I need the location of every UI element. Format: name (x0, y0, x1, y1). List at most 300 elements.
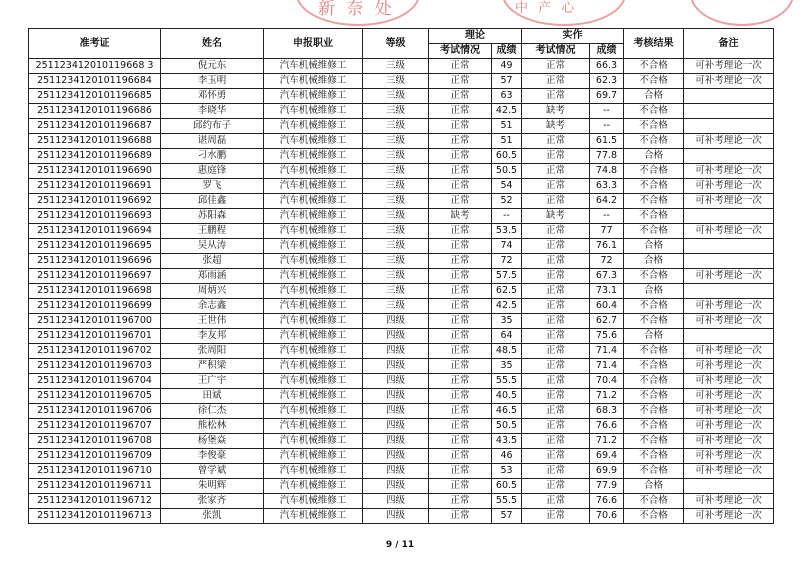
cell-theory-score: 72 (492, 254, 522, 269)
cell-level: 四级 (363, 494, 429, 509)
cell-level: 三级 (363, 269, 429, 284)
cell-name: 倪元东 (161, 59, 264, 74)
cell-level: 四级 (363, 464, 429, 479)
cell-level: 四级 (363, 434, 429, 449)
cell-name: 杨堡焱 (161, 434, 264, 449)
cell-exam-id: 2511234120101196698 (29, 284, 161, 299)
stamp-fragments (0, 0, 800, 28)
cell-practice-status: 正常 (522, 464, 590, 479)
cell-practice-status: 正常 (522, 389, 590, 404)
cell-practice-score: 72 (590, 254, 624, 269)
cell-practice-score: -- (590, 209, 624, 224)
cell-result: 不合格 (624, 359, 684, 374)
cell-remark: 可补考理论一次 (684, 224, 774, 239)
cell-job: 汽车机械维修工 (264, 389, 363, 404)
cell-job: 汽车机械维修工 (264, 509, 363, 524)
cell-name: 李俊豪 (161, 449, 264, 464)
table-row (29, 434, 774, 449)
table-row (29, 494, 774, 509)
cell-job: 汽车机械维修工 (264, 269, 363, 284)
cell-name: 熊松林 (161, 419, 264, 434)
cell-remark (684, 239, 774, 254)
header-job: 申报职业 (264, 29, 363, 59)
cell-job: 汽车机械维修工 (264, 284, 363, 299)
cell-remark: 可补考理论一次 (684, 74, 774, 89)
table-row (29, 284, 774, 299)
cell-result: 合格 (624, 149, 684, 164)
cell-remark (684, 119, 774, 134)
cell-result: 合格 (624, 89, 684, 104)
cell-exam-id: 2511234120101196688 (29, 134, 161, 149)
cell-theory-score: 42.5 (492, 104, 522, 119)
cell-exam-id: 2511234120101196706 (29, 404, 161, 419)
cell-theory-status: 正常 (429, 479, 492, 494)
cell-job: 汽车机械维修工 (264, 194, 363, 209)
cell-job: 汽车机械维修工 (264, 359, 363, 374)
cell-theory-score: 46.5 (492, 404, 522, 419)
cell-theory-status: 正常 (429, 104, 492, 119)
cell-level: 四级 (363, 479, 429, 494)
cell-name: 郑雨涵 (161, 269, 264, 284)
cell-practice-score: 62.7 (590, 314, 624, 329)
cell-remark (684, 89, 774, 104)
table-row (29, 404, 774, 419)
cell-remark: 可补考理论一次 (684, 374, 774, 389)
table-header (29, 29, 774, 59)
cell-practice-score: 77.9 (590, 479, 624, 494)
cell-remark: 可补考理论一次 (684, 359, 774, 374)
header-practice-status: 考试情况 (522, 44, 590, 59)
cell-practice-score: 76.1 (590, 239, 624, 254)
header-name: 姓名 (161, 29, 264, 59)
cell-name: 余志鑫 (161, 299, 264, 314)
cell-remark: 可补考理论一次 (684, 179, 774, 194)
cell-exam-id: 2511234120101196703 (29, 359, 161, 374)
cell-remark: 可补考理论一次 (684, 389, 774, 404)
cell-exam-id: 2511234120101196701 (29, 329, 161, 344)
table-row (29, 464, 774, 479)
cell-theory-status: 正常 (429, 149, 492, 164)
cell-practice-score: 64.2 (590, 194, 624, 209)
cell-theory-score: 51 (492, 119, 522, 134)
cell-theory-status: 正常 (429, 89, 492, 104)
cell-theory-score: 57 (492, 509, 522, 524)
cell-result: 不合格 (624, 59, 684, 74)
cell-exam-id: 2511234120101196687 (29, 119, 161, 134)
cell-theory-status: 正常 (429, 449, 492, 464)
cell-theory-status: 正常 (429, 194, 492, 209)
cell-theory-status: 正常 (429, 389, 492, 404)
cell-theory-score: 35 (492, 359, 522, 374)
cell-result: 不合格 (624, 179, 684, 194)
cell-name: 邱佳鑫 (161, 194, 264, 209)
table-row (29, 299, 774, 314)
cell-job: 汽车机械维修工 (264, 254, 363, 269)
table-row (29, 164, 774, 179)
cell-practice-score: 75.6 (590, 329, 624, 344)
stamp-seal-right (690, 0, 794, 26)
cell-name: 王鹏程 (161, 224, 264, 239)
cell-practice-score: 61.5 (590, 134, 624, 149)
cell-practice-score: 69.9 (590, 464, 624, 479)
cell-result: 不合格 (624, 119, 684, 134)
cell-remark: 可补考理论一次 (684, 59, 774, 74)
table-body (29, 59, 774, 524)
cell-theory-score: 54 (492, 179, 522, 194)
cell-theory-status: 正常 (429, 224, 492, 239)
cell-exam-id: 2511234120101196699 (29, 299, 161, 314)
cell-practice-status: 正常 (522, 269, 590, 284)
cell-theory-score: 50.5 (492, 419, 522, 434)
cell-level: 四级 (363, 374, 429, 389)
header-level: 等级 (363, 29, 429, 59)
cell-name: 李晓华 (161, 104, 264, 119)
cell-practice-status: 正常 (522, 224, 590, 239)
cell-practice-status: 正常 (522, 179, 590, 194)
cell-result: 不合格 (624, 134, 684, 149)
cell-theory-status: 正常 (429, 164, 492, 179)
cell-practice-status: 正常 (522, 509, 590, 524)
cell-exam-id: 2511234120101196694 (29, 224, 161, 239)
cell-level: 四级 (363, 314, 429, 329)
table-row (29, 389, 774, 404)
table-row (29, 74, 774, 89)
cell-practice-status: 正常 (522, 449, 590, 464)
cell-practice-status: 正常 (522, 374, 590, 389)
cell-practice-status: 正常 (522, 434, 590, 449)
cell-exam-id: 2511234120101196709 (29, 449, 161, 464)
cell-remark: 可补考理论一次 (684, 194, 774, 209)
cell-practice-status: 正常 (522, 284, 590, 299)
cell-remark: 可补考理论一次 (684, 464, 774, 479)
cell-practice-score: 70.6 (590, 509, 624, 524)
cell-job: 汽车机械维修工 (264, 89, 363, 104)
cell-level: 三级 (363, 209, 429, 224)
cell-practice-status: 缺考 (522, 209, 590, 224)
cell-job: 汽车机械维修工 (264, 434, 363, 449)
cell-theory-score: 53.5 (492, 224, 522, 239)
cell-level: 三级 (363, 74, 429, 89)
cell-exam-id: 2511234120101196704 (29, 374, 161, 389)
cell-name: 张超 (161, 254, 264, 269)
cell-result: 不合格 (624, 434, 684, 449)
cell-practice-status: 缺考 (522, 104, 590, 119)
cell-theory-score: 53 (492, 464, 522, 479)
cell-exam-id: 2511234120101196707 (29, 419, 161, 434)
cell-level: 四级 (363, 329, 429, 344)
cell-job: 汽车机械维修工 (264, 164, 363, 179)
results-table (28, 28, 774, 524)
cell-level: 三级 (363, 194, 429, 209)
cell-remark: 可补考理论一次 (684, 299, 774, 314)
cell-job: 汽车机械维修工 (264, 314, 363, 329)
stamp-text-middle: 中 产 心 (515, 1, 578, 16)
cell-exam-id: 2511234120101196697 (29, 269, 161, 284)
cell-theory-score: 74 (492, 239, 522, 254)
cell-theory-score: 48.5 (492, 344, 522, 359)
cell-exam-id: 2511234120101196711 (29, 479, 161, 494)
cell-theory-status: 正常 (429, 284, 492, 299)
cell-theory-status: 正常 (429, 269, 492, 284)
header-exam-id: 准考证 (29, 29, 161, 59)
table-row (29, 104, 774, 119)
cell-job: 汽车机械维修工 (264, 74, 363, 89)
cell-result: 合格 (624, 254, 684, 269)
cell-remark: 可补考理论一次 (684, 449, 774, 464)
cell-job: 汽车机械维修工 (264, 149, 363, 164)
cell-theory-score: 62.5 (492, 284, 522, 299)
cell-exam-id: 2511234120101196684 (29, 74, 161, 89)
cell-theory-score: 57 (492, 74, 522, 89)
cell-job: 汽车机械维修工 (264, 494, 363, 509)
cell-exam-id: 2511234120101196695 (29, 239, 161, 254)
cell-job: 汽车机械维修工 (264, 344, 363, 359)
header-practice-score: 成绩 (590, 44, 624, 59)
cell-name: 张周阳 (161, 344, 264, 359)
cell-exam-id: 2511234120101196710 (29, 464, 161, 479)
cell-practice-score: 70.4 (590, 374, 624, 389)
cell-theory-status: 正常 (429, 419, 492, 434)
cell-job: 汽车机械维修工 (264, 299, 363, 314)
cell-name: 严积梁 (161, 359, 264, 374)
cell-theory-score: 60.5 (492, 479, 522, 494)
table-row (29, 134, 774, 149)
cell-exam-id: 2511234120101196708 (29, 434, 161, 449)
cell-exam-id: 2511234120101196690 (29, 164, 161, 179)
cell-name: 徐仁杰 (161, 404, 264, 419)
cell-theory-score: 55.5 (492, 494, 522, 509)
cell-theory-status: 正常 (429, 179, 492, 194)
header-theory-status: 考试情况 (429, 44, 492, 59)
cell-theory-status: 正常 (429, 119, 492, 134)
cell-exam-id: 2511234120101196702 (29, 344, 161, 359)
cell-level: 四级 (363, 404, 429, 419)
cell-remark (684, 209, 774, 224)
cell-theory-score: 50.5 (492, 164, 522, 179)
cell-level: 三级 (363, 254, 429, 269)
cell-practice-status: 正常 (522, 254, 590, 269)
cell-theory-score: 63 (492, 89, 522, 104)
cell-exam-id: 2511234120101196686 (29, 104, 161, 119)
cell-practice-score: -- (590, 104, 624, 119)
cell-exam-id: 2511234120101196696 (29, 254, 161, 269)
cell-name: 李友邦 (161, 329, 264, 344)
cell-level: 三级 (363, 149, 429, 164)
cell-job: 汽车机械维修工 (264, 179, 363, 194)
cell-level: 三级 (363, 284, 429, 299)
cell-exam-id: 2511234120101196693 (29, 209, 161, 224)
cell-level: 三级 (363, 59, 429, 74)
cell-practice-status: 正常 (522, 149, 590, 164)
cell-theory-status: 正常 (429, 134, 492, 149)
header-practice: 实作 (522, 29, 624, 44)
cell-result: 不合格 (624, 224, 684, 239)
cell-result: 不合格 (624, 419, 684, 434)
cell-exam-id: 2511234120101196713 (29, 509, 161, 524)
table-row (29, 149, 774, 164)
cell-exam-id: 2511234120101196712 (29, 494, 161, 509)
cell-practice-status: 正常 (522, 74, 590, 89)
cell-result: 不合格 (624, 194, 684, 209)
cell-remark: 可补考理论一次 (684, 134, 774, 149)
cell-result: 不合格 (624, 164, 684, 179)
cell-exam-id: 2511234120101196689 (29, 149, 161, 164)
cell-practice-score: 76.6 (590, 494, 624, 509)
cell-level: 三级 (363, 164, 429, 179)
cell-theory-status: 正常 (429, 329, 492, 344)
cell-remark (684, 149, 774, 164)
cell-theory-score: 40.5 (492, 389, 522, 404)
table-row (29, 224, 774, 239)
cell-practice-status: 正常 (522, 479, 590, 494)
table-row (29, 509, 774, 524)
cell-level: 三级 (363, 224, 429, 239)
cell-result: 不合格 (624, 374, 684, 389)
cell-level: 三级 (363, 134, 429, 149)
cell-remark: 可补考理论一次 (684, 509, 774, 524)
table-row (29, 479, 774, 494)
table-row (29, 314, 774, 329)
cell-level: 四级 (363, 344, 429, 359)
table-row (29, 89, 774, 104)
cell-remark (684, 329, 774, 344)
cell-practice-score: 66.3 (590, 59, 624, 74)
cell-name: 惠庭锋 (161, 164, 264, 179)
cell-theory-status: 正常 (429, 434, 492, 449)
cell-job: 汽车机械维修工 (264, 119, 363, 134)
cell-name: 周炳兴 (161, 284, 264, 299)
cell-theory-score: 52 (492, 194, 522, 209)
cell-practice-score: 71.4 (590, 359, 624, 374)
cell-practice-status: 正常 (522, 59, 590, 74)
cell-theory-status: 正常 (429, 359, 492, 374)
cell-theory-score: 35 (492, 314, 522, 329)
cell-remark (684, 254, 774, 269)
cell-job: 汽车机械维修工 (264, 209, 363, 224)
cell-practice-score: 63.3 (590, 179, 624, 194)
cell-result: 不合格 (624, 509, 684, 524)
cell-level: 四级 (363, 509, 429, 524)
cell-job: 汽车机械维修工 (264, 449, 363, 464)
cell-practice-score: 71.4 (590, 344, 624, 359)
cell-practice-status: 正常 (522, 494, 590, 509)
table-row (29, 59, 774, 74)
cell-level: 四级 (363, 449, 429, 464)
cell-level: 三级 (363, 89, 429, 104)
cell-remark: 可补考理论一次 (684, 344, 774, 359)
cell-job: 汽车机械维修工 (264, 419, 363, 434)
table-row (29, 329, 774, 344)
cell-remark: 可补考理论一次 (684, 404, 774, 419)
cell-practice-status: 正常 (522, 404, 590, 419)
cell-theory-status: 正常 (429, 494, 492, 509)
cell-theory-status: 正常 (429, 239, 492, 254)
cell-theory-score: 43.5 (492, 434, 522, 449)
cell-practice-status: 缺考 (522, 119, 590, 134)
cell-practice-score: 77.8 (590, 149, 624, 164)
header-result: 考核结果 (624, 29, 684, 59)
table-row (29, 239, 774, 254)
cell-theory-status: 缺考 (429, 209, 492, 224)
table-row (29, 119, 774, 134)
cell-theory-status: 正常 (429, 59, 492, 74)
cell-level: 四级 (363, 419, 429, 434)
cell-practice-score: 71.2 (590, 389, 624, 404)
cell-result: 不合格 (624, 494, 684, 509)
cell-exam-id: 2511234120101196692 (29, 194, 161, 209)
cell-job: 汽车机械维修工 (264, 479, 363, 494)
cell-job: 汽车机械维修工 (264, 134, 363, 149)
cell-theory-score: 55.5 (492, 374, 522, 389)
table-row (29, 449, 774, 464)
cell-theory-status: 正常 (429, 404, 492, 419)
cell-exam-id: 2511234120101196691 (29, 179, 161, 194)
cell-name: 邓怀勇 (161, 89, 264, 104)
cell-practice-status: 正常 (522, 164, 590, 179)
cell-practice-score: 76.6 (590, 419, 624, 434)
cell-job: 汽车机械维修工 (264, 374, 363, 389)
cell-practice-score: 67.3 (590, 269, 624, 284)
cell-practice-score: 74.8 (590, 164, 624, 179)
cell-theory-status: 正常 (429, 254, 492, 269)
cell-result: 合格 (624, 329, 684, 344)
cell-practice-score: 68.3 (590, 404, 624, 419)
table-row (29, 374, 774, 389)
cell-result: 合格 (624, 479, 684, 494)
cell-level: 三级 (363, 239, 429, 254)
cell-result: 不合格 (624, 104, 684, 119)
cell-name: 李玉明 (161, 74, 264, 89)
cell-remark: 可补考理论一次 (684, 494, 774, 509)
table-row (29, 419, 774, 434)
cell-level: 三级 (363, 119, 429, 134)
cell-theory-score: 51 (492, 134, 522, 149)
table-row (29, 344, 774, 359)
cell-result: 不合格 (624, 404, 684, 419)
cell-name: 谌周磊 (161, 134, 264, 149)
cell-exam-id: 2511234120101196705 (29, 389, 161, 404)
cell-practice-status: 正常 (522, 359, 590, 374)
cell-name: 曾学斌 (161, 464, 264, 479)
cell-job: 汽车机械维修工 (264, 239, 363, 254)
cell-practice-score: 60.4 (590, 299, 624, 314)
cell-name: 罗飞 (161, 179, 264, 194)
table-row (29, 269, 774, 284)
cell-result: 合格 (624, 239, 684, 254)
header-remark: 备注 (684, 29, 774, 59)
cell-remark (684, 479, 774, 494)
cell-name: 张凯 (161, 509, 264, 524)
cell-exam-id: 251123412010119668 3 (29, 59, 161, 74)
cell-result: 不合格 (624, 74, 684, 89)
cell-practice-status: 正常 (522, 89, 590, 104)
cell-result: 不合格 (624, 269, 684, 284)
cell-practice-status: 正常 (522, 194, 590, 209)
cell-remark: 可补考理论一次 (684, 434, 774, 449)
cell-practice-status: 正常 (522, 299, 590, 314)
cell-practice-score: -- (590, 119, 624, 134)
table-row (29, 194, 774, 209)
page-number: 9 / 11 (385, 540, 415, 550)
cell-practice-score: 73.1 (590, 284, 624, 299)
cell-job: 汽车机械维修工 (264, 464, 363, 479)
table-row (29, 209, 774, 224)
cell-practice-status: 正常 (522, 134, 590, 149)
cell-practice-status: 正常 (522, 419, 590, 434)
cell-theory-status: 正常 (429, 314, 492, 329)
cell-remark: 可补考理论一次 (684, 314, 774, 329)
cell-result: 不合格 (624, 449, 684, 464)
